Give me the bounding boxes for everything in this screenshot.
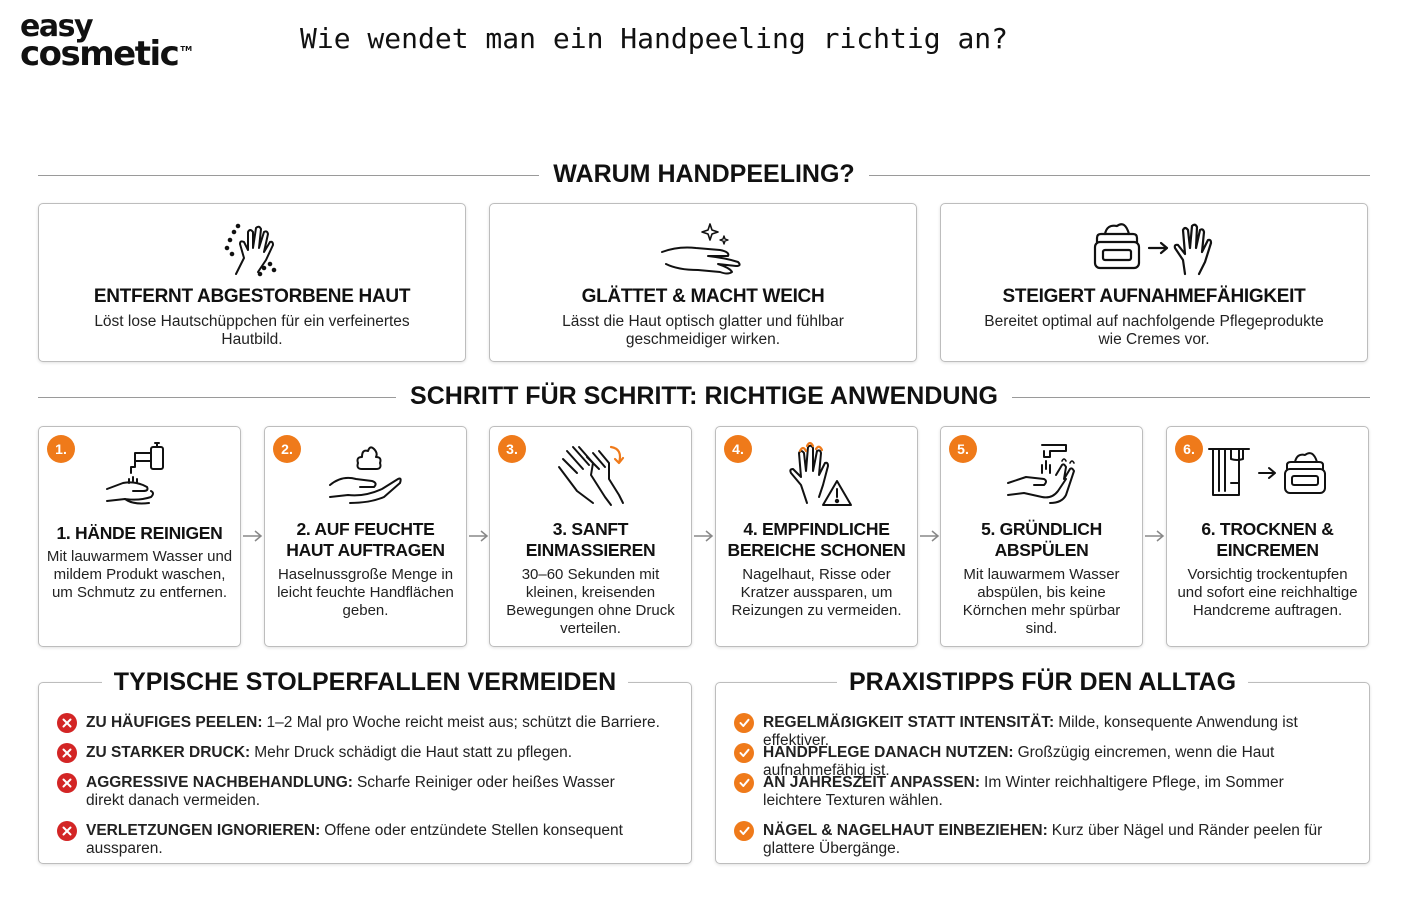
section-heading-benefits: WARUM HANDPEELING?: [0, 160, 1408, 189]
step-arrow-icon: [467, 528, 489, 544]
step-arrow-icon: [918, 528, 940, 544]
hand-warning-icon: [716, 439, 917, 509]
tip-text: Milde, konsequente Anwendung ist effektiver.: [763, 714, 1298, 749]
step-title: 3. SANFT EINMASSIEREN: [525, 519, 656, 560]
benefit-card-2: [489, 203, 917, 362]
step-text: Haselnussgroße Menge in leicht feuchte Handflächen geben.: [277, 566, 454, 619]
red-x-icon: [57, 821, 77, 841]
logo-trademark: TM: [180, 44, 193, 53]
pitfall-lead: ZU HÄUFIGES PEELEN:: [86, 714, 263, 731]
cream-jar-to-hand-icon: [941, 218, 1367, 280]
step-text: Mit lauwarmem Wasser und mildem Produkt waschen, um Schmutz zu entfernen.: [46, 548, 233, 601]
orange-check-icon: [734, 773, 754, 793]
pitfall-text: 1–2 Mal pro Woche reicht meist aus; schützt die Barriere.: [266, 714, 660, 731]
page-title: Wie wendet man ein Handpeeling richtig an?: [300, 22, 1009, 55]
red-x-icon: [57, 743, 77, 763]
rinse-hands-icon: [941, 439, 1142, 509]
section-heading-pitfalls: TYPISCHE STOLPERFALLEN VERMEIDEN: [38, 668, 692, 697]
benefit-text: Löst lose Hautschüppchen für ein verfeinertes Hautbild.: [94, 313, 410, 348]
benefit-text: Bereitet optimal auf nachfolgende Pflegeprodukte wie Cremes vor.: [984, 313, 1324, 348]
tip-lead: HANDPFLEGE DANACH NUTZEN:: [763, 744, 1014, 761]
step-text: 30–60 Sekunden mit kleinen, kreisenden Bewegungen ohne Druck verteilen.: [506, 566, 675, 637]
step-card-4: [715, 426, 918, 647]
towel-to-cream-icon: [1167, 439, 1368, 503]
step-number-badge: 1.: [47, 435, 75, 463]
tip-item-4: [734, 822, 1349, 858]
step-title: 6. TROCKNEN & EINCREMEN: [1201, 519, 1334, 560]
tip-text: Im Winter reichhaltigere Pflege, im Sommer leichtere Texturen wählen.: [763, 774, 1284, 809]
tips-panel: [715, 682, 1370, 864]
red-x-icon: [57, 773, 77, 793]
section-heading-tips: PRAXISTIPPS FÜR DEN ALLTAG: [715, 668, 1370, 697]
step-title: 5. GRÜNDLICH ABSPÜLEN: [981, 519, 1102, 560]
step-number-badge: 2.: [273, 435, 301, 463]
pitfall-lead: AGGRESSIVE NACHBEHANDLUNG:: [86, 774, 353, 791]
step-title: 1. HÄNDE REINIGEN: [56, 523, 223, 543]
tip-lead: AN JAHRESZEIT ANPASSEN:: [763, 774, 981, 791]
pitfall-item-1: [57, 714, 681, 733]
step-text: Nagelhaut, Risse oder Kratzer aussparen, um Reizungen zu vermeiden.: [731, 566, 902, 619]
step-title: 2. AUF FEUCHTE HAUT AUFTRAGEN: [286, 519, 445, 560]
benefit-card-3: [940, 203, 1368, 362]
section-heading-steps: SCHRITT FÜR SCHRITT: RICHTIGE ANWENDUNG: [0, 382, 1408, 411]
red-x-icon: [57, 713, 77, 733]
pitfall-text: Mehr Druck schädigt die Haut statt zu pflegen.: [254, 744, 573, 761]
benefit-title: GLÄTTET & MACHT WEICH: [581, 286, 825, 307]
orange-check-icon: [734, 821, 754, 841]
step-card-6: [1166, 426, 1369, 647]
step-arrow-icon: [1143, 528, 1165, 544]
tip-text: Kurz über Nägel und Ränder peelen für glattere Übergänge.: [763, 822, 1323, 857]
tip-lead: REGELMÄẞIGKEIT STATT INTENSITÄT:: [763, 714, 1055, 731]
pitfall-item-4: [57, 822, 681, 858]
pitfall-item-2: [57, 744, 681, 763]
exfoliating-hand-icon: [39, 218, 465, 280]
step-number-badge: 6.: [1175, 435, 1203, 463]
smooth-hand-sparkle-icon: [490, 218, 916, 280]
pitfall-lead: VERLETZUNGEN IGNORIEREN:: [86, 822, 321, 839]
pitfall-text: Scharfe Reiniger oder heißes Wasser direkt danach vermeiden.: [86, 774, 615, 809]
step-card-3: [489, 426, 692, 647]
step-number-badge: 5.: [949, 435, 977, 463]
step-arrow-icon: [241, 528, 263, 544]
step-text: Vorsichtig trockentupfen und sofort eine reichhaltige Handcreme auftragen.: [1177, 566, 1358, 619]
logo-line-1: easy: [20, 9, 93, 44]
step-card-5: [940, 426, 1143, 647]
step-title: 4. EMPFINDLICHE BEREICHE SCHONEN: [727, 519, 906, 560]
step-text: Mit lauwarmem Wasser abspülen, bis keine Körnchen mehr spürbar sind.: [962, 566, 1121, 637]
benefit-card-1: [38, 203, 466, 362]
rubbing-hands-icon: [490, 439, 691, 509]
benefit-text: Lässt die Haut optisch glatter und fühlbar geschmeidiger wirken.: [562, 313, 844, 348]
tip-item-3: [734, 774, 1339, 810]
step-card-1: [38, 426, 241, 647]
step-arrow-icon: [692, 528, 714, 544]
tip-lead: NÄGEL & NAGELHAUT EINBEZIEHEN:: [763, 822, 1048, 839]
tip-text: Großzügig eincremen, wenn die Haut aufnahmefähig ist.: [763, 744, 1275, 779]
faucet-hands-icon: [39, 439, 240, 509]
scrub-dollop-hand-icon: [265, 439, 466, 505]
benefit-title: ENTFERNT ABGESTORBENE HAUT: [93, 286, 411, 307]
benefit-title: STEIGERT AUFNAHMEFÄHIGKEIT: [1002, 286, 1306, 307]
logo-line-2: cosmetic: [20, 33, 179, 74]
pitfall-text: Offene oder entzündete Stellen konsequent aussparen.: [86, 822, 623, 857]
pitfall-item-3: [57, 774, 651, 810]
step-card-2: [264, 426, 467, 647]
orange-check-icon: [734, 713, 754, 733]
orange-check-icon: [734, 743, 754, 763]
brand-logo: [20, 9, 193, 74]
pitfalls-panel: [38, 682, 692, 864]
pitfall-lead: ZU STARKER DRUCK:: [86, 744, 251, 761]
step-number-badge: 3.: [498, 435, 526, 463]
step-number-badge: 4.: [724, 435, 752, 463]
